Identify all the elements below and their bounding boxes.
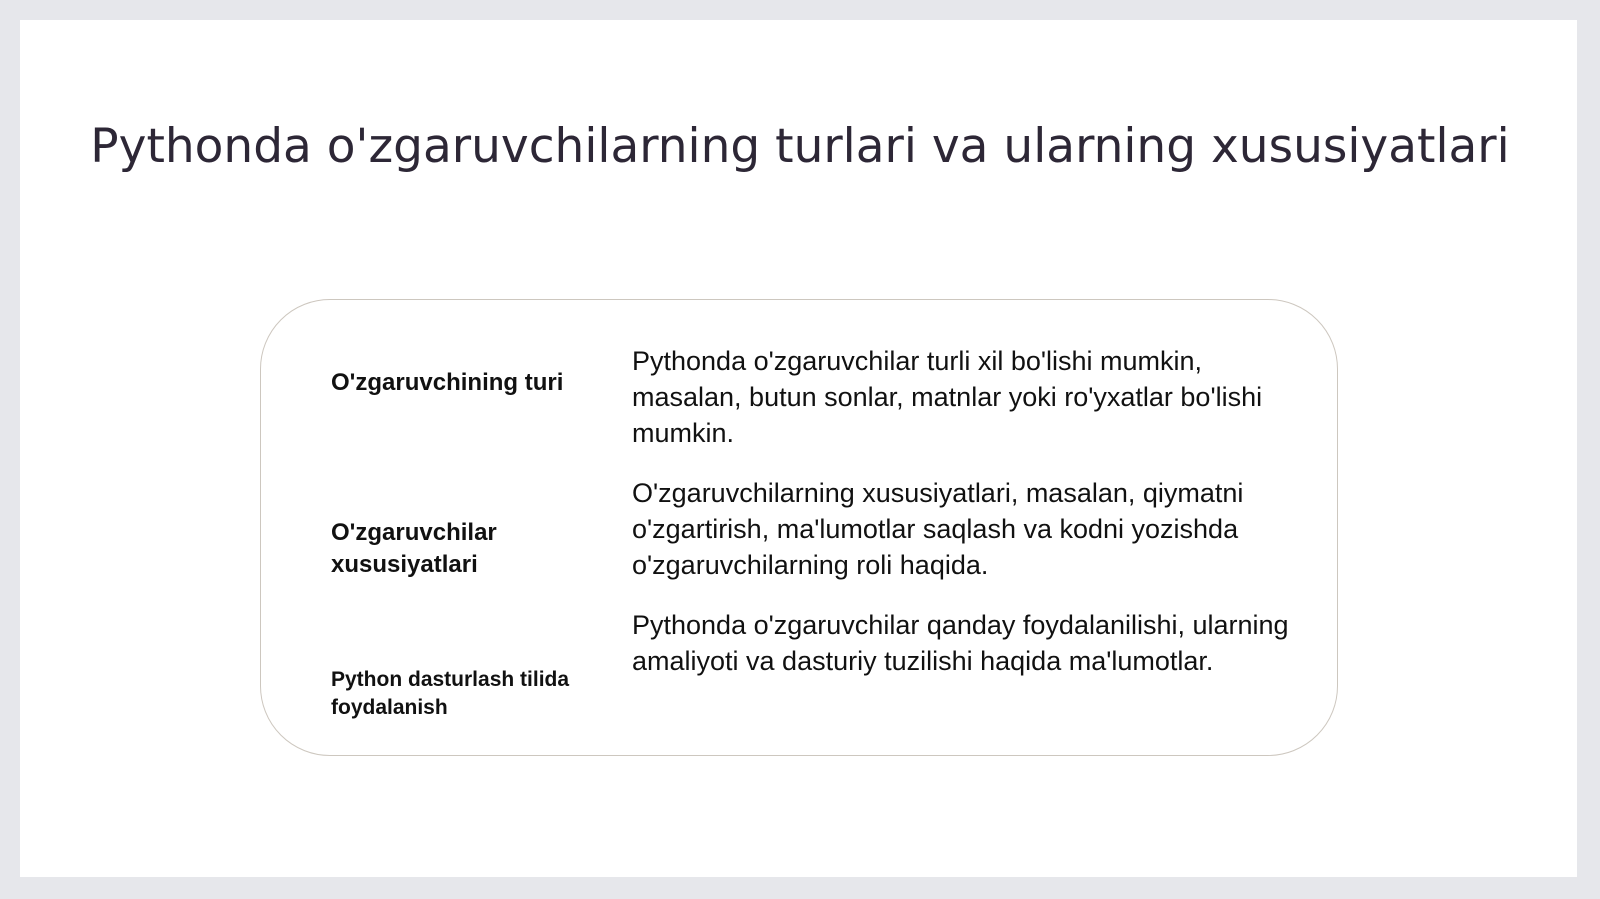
row-text-variable-type: Pythonda o'zgaruvchilar turli xil bo'lishi mumkin, masalan, butun sonlar, matnlar yoki ro'yxatlar bo'lishi mumkin. xyxy=(632,346,1263,448)
slide-title: Pythonda o'zgaruvchilarning turlari va ularning xususiyatlari xyxy=(90,119,1510,174)
row-text-python-usage: Pythonda o'zgaruvchilar qanday foydalanilishi, ularning amaliyoti va dasturiy tuzilishi haqida ma'lumotlar. xyxy=(632,610,1289,676)
row-label-variable-properties: O'zgaruvchilar xususiyatlari xyxy=(331,519,497,578)
row-text-variable-properties: O'zgaruvchilarning xususiyatlari, masalan, qiymatni o'zgartirish, ma'lumotlar saqlash va kodni yozishda o'zgaruvchilarning roli haqida. xyxy=(632,478,1244,580)
row-label-variable-type: O'zgaruvchining turi xyxy=(331,369,564,396)
row-label-python-usage: Python dasturlash tilida foydalanish xyxy=(331,668,570,719)
